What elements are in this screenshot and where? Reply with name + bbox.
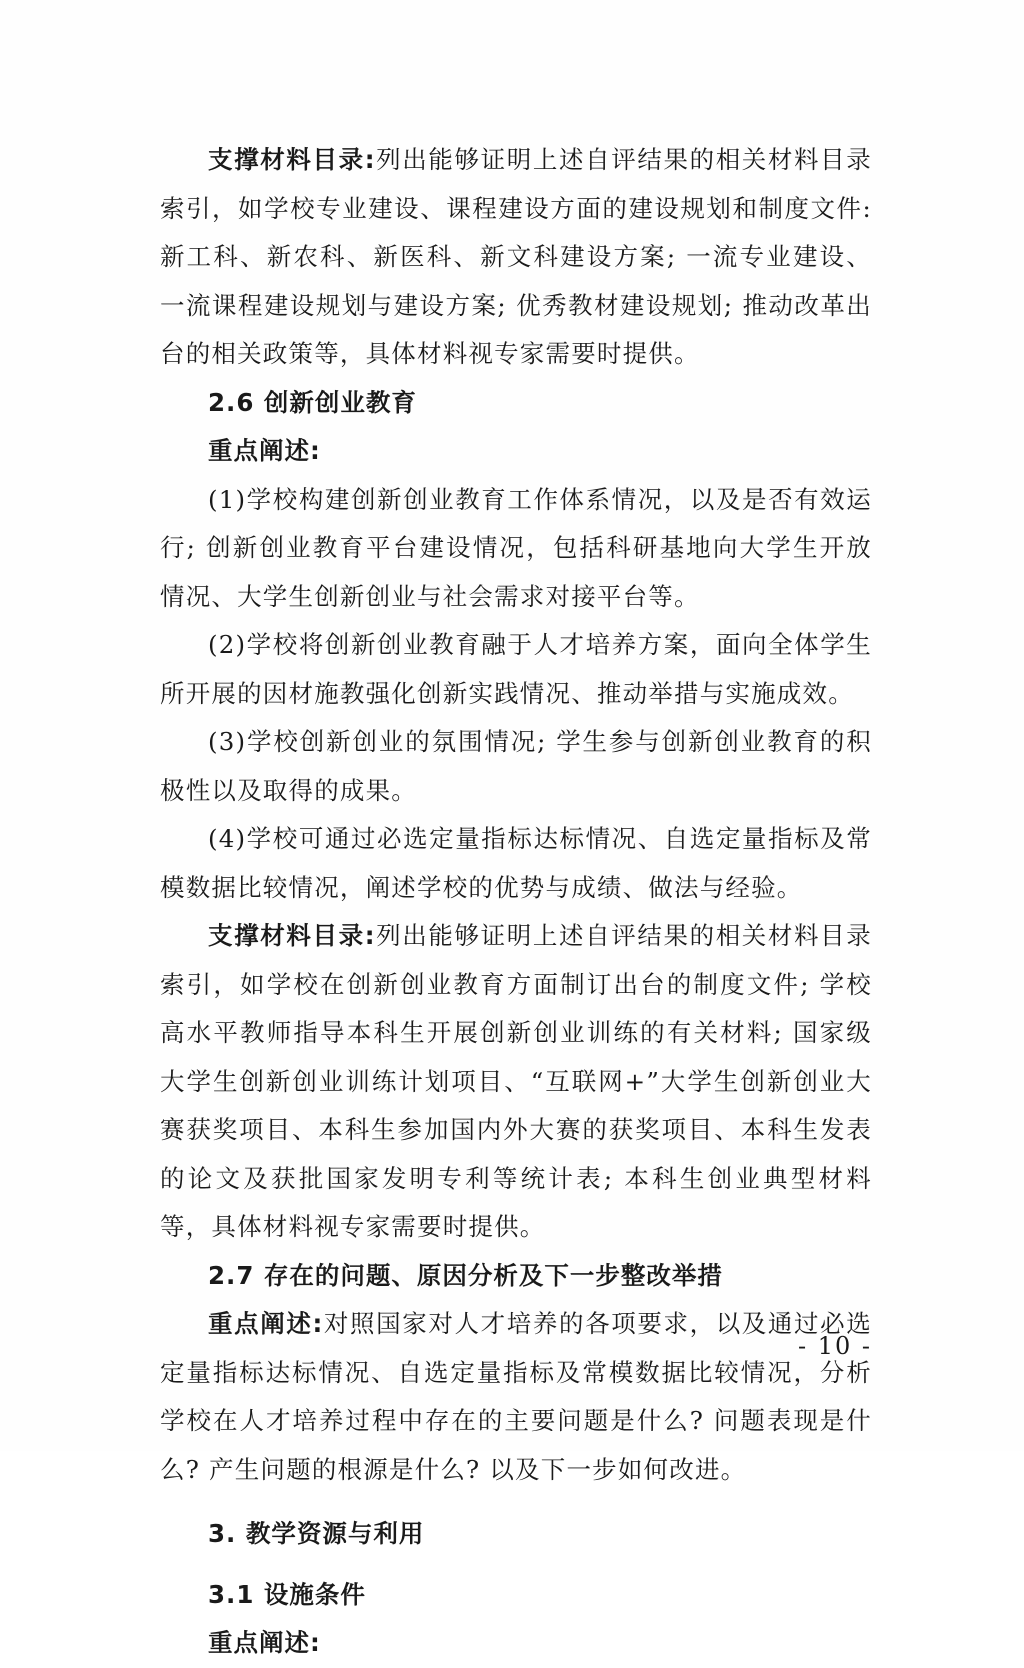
support-materials-label: 支撑材料目录: — [208, 921, 376, 950]
list-item: (1)学校构建创新创业教育工作体系情况，以及是否有效运行; 创新创业教育平台建设情况，包括科研基地向大学生开放情况、大学生创新创业与社会需求对接平台等。 — [160, 484, 872, 611]
support-materials-text: 列出能够证明上述自评结果的相关材料目录索引，如学校专业建设、课程建设方面的建设规划和制度文件: 新工科、新农科、新医科、新文科建设方案; 一流专业建设、一流课程建设规划与建设方案; 优秀教材建设规划; 推动改革出台的相关政策等，具体材料视专家需要时提供。 — [160, 145, 872, 368]
list-item: (3)学校创新创业的氛围情况; 学生参与创新创业教育的积极性以及取得的成果。 — [160, 727, 872, 805]
key-points-paragraph — [160, 1300, 872, 1494]
support-materials-paragraph — [160, 136, 872, 379]
list-item: (2)学校将创新创业教育融于人才培养方案，面向全体学生所开展的因材施教强化创新实践情况、推动举措与实施成效。 — [160, 630, 872, 708]
page-number: - 10 - — [797, 1332, 872, 1360]
section-heading-3-1: 3.1 设施条件 — [208, 1579, 366, 1609]
page-content — [160, 136, 872, 1668]
key-points-label: 重点阐述: — [208, 1309, 324, 1338]
list-item: (4)学校可通过必选定量指标达标情况、自选定量指标及常模数据比较情况，阐述学校的优势与成绩、做法与经验。 — [160, 824, 872, 902]
support-materials-text: 列出能够证明上述自评结果的相关材料目录索引，如学校在创新创业教育方面制订出台的制度文件; 学校高水平教师指导本科生开展创新创业训练的有关材料; 国家级大学生创新创业训练计划项目、“互联网+”大学生创新创业大赛获奖项目、本科生参加国内外大赛的获奖项目、本科生发表的论文及获批国家发明专利等统计表; 本科生创业典型材料等，具体材料视专家需要时提供。 — [160, 921, 872, 1241]
key-points-text: 对照国家对人才培养的各项要求，以及通过必选定量指标达标情况、自选定量指标及常模数据比较情况，分析学校在人才培养过程中存在的主要问题是什么? 问题表现是什么? 产生问题的根源是什么? 以及下一步如何改进。 — [160, 1309, 872, 1484]
key-points-label: 重点阐述: — [208, 436, 321, 465]
section-heading-3: 3. 教学资源与利用 — [208, 1519, 425, 1548]
section-heading-2-7: 2.7 存在的问题、原因分析及下一步整改举措 — [208, 1260, 723, 1290]
support-materials-paragraph — [160, 912, 872, 1252]
key-points-label: 重点阐述: — [208, 1628, 321, 1657]
section-heading-2-6: 2.6 创新创业教育 — [208, 387, 417, 417]
support-materials-label: 支撑材料目录: — [208, 145, 376, 174]
